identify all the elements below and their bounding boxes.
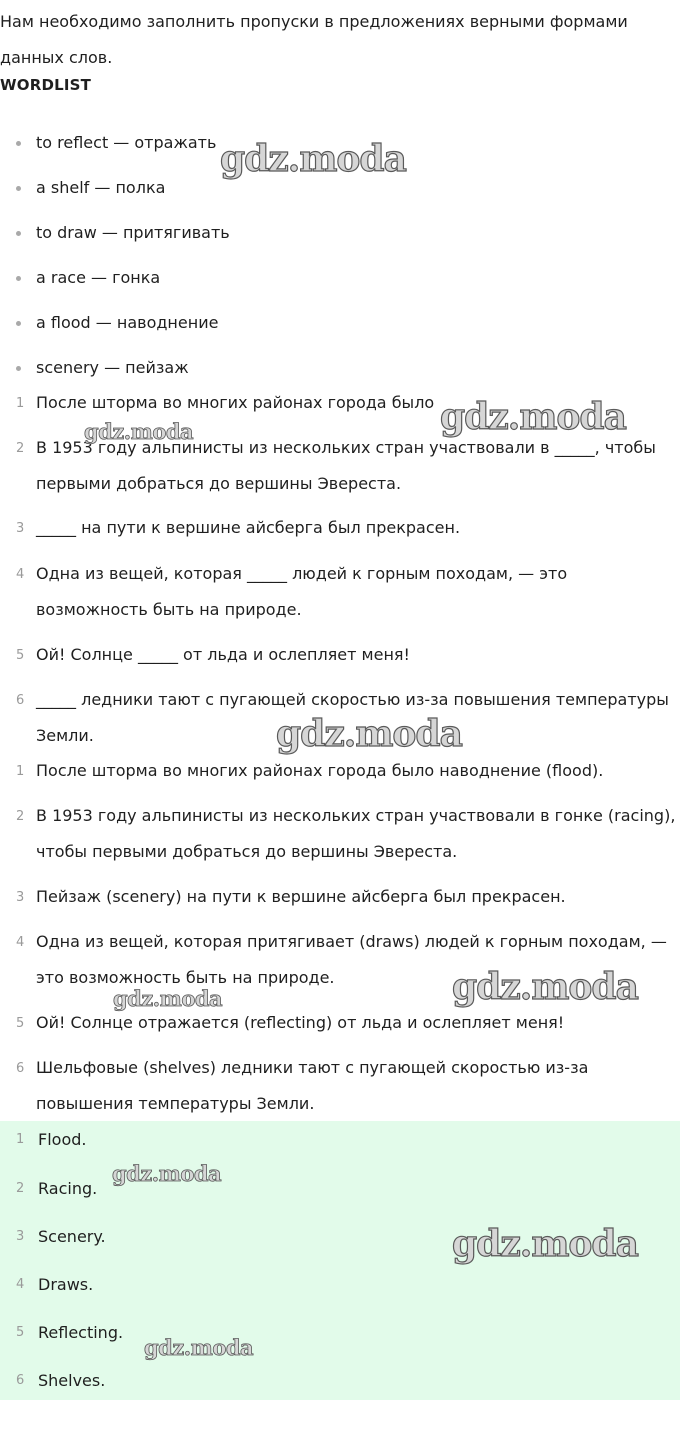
answer-number: 1 (16, 1132, 25, 1147)
answer-number: 5 (16, 1325, 25, 1340)
task-sentence: _____ ледники тают с пугающей скоростью из-за повышения температуры Земли. (36, 690, 669, 745)
task-sentence: Ой! Солнце _____ от льда и ослепляет меня! (36, 645, 410, 664)
answer-number: 2 (16, 1181, 25, 1196)
watermark-logo: gdz.moda (452, 966, 638, 1008)
task-sentence: _____ на пути к вершине айсберга был прекрасен. (36, 518, 461, 537)
answer-text: Reflecting. (38, 1323, 124, 1342)
task-number: 2 (16, 441, 25, 456)
solution-number: 1 (16, 764, 25, 779)
watermark-logo: gdz.moda (440, 396, 626, 438)
bullet-icon (16, 276, 21, 281)
bullet-icon (16, 141, 21, 146)
solution-sentence: Ой! Солнце отражается (reflecting) от льда и ослепляет меня! (36, 1013, 565, 1032)
watermark-logo: gdz.moda (452, 1223, 638, 1265)
task-sentence: В 1953 году альпинисты из нескольких стран участвовали в _____, чтобы первыми добраться до вершины Эвереста. (36, 438, 656, 493)
solution-number: 3 (16, 890, 25, 905)
wordlist-item (36, 356, 189, 380)
answer-number: 6 (16, 1373, 25, 1388)
wordlist-item (36, 311, 218, 335)
wordlist-heading: WORDLIST (0, 76, 92, 94)
task-number: 5 (16, 648, 25, 663)
wordlist-item-text: a flood — наводнение (36, 313, 219, 332)
answer-number: 4 (16, 1277, 25, 1292)
bullet-icon (16, 186, 21, 191)
solution-sentence: После шторма во многих районах города было наводнение (flood). (36, 761, 604, 780)
answer-text: Flood. (38, 1130, 87, 1149)
task-number: 3 (16, 521, 25, 536)
answer-number: 3 (16, 1229, 25, 1244)
solution-number: 6 (16, 1061, 25, 1076)
task-number: 6 (16, 693, 25, 708)
wordlist-item-text: to reflect — отражать (36, 133, 217, 152)
solution-number: 5 (16, 1016, 25, 1031)
solution-sentence: Одна из вещей, которая притягивает (draws) людей к горным походам, — это возможность быть на природе. (36, 932, 667, 987)
wordlist-item (36, 176, 165, 200)
task-sentence: Одна из вещей, которая _____ людей к горным походам, — это возможность быть на природе. (36, 564, 568, 619)
watermark-logo: gdz.moda (84, 419, 194, 444)
wordlist-item-text: scenery — пейзаж (36, 358, 189, 377)
task-sentence: После шторма во многих районах города было (36, 393, 435, 412)
watermark-logo: gdz.moda (144, 1335, 254, 1360)
wordlist-item (36, 131, 216, 155)
wordlist-item-text: a shelf — полка (36, 178, 166, 197)
solution-number: 4 (16, 935, 25, 950)
answer-text: Scenery. (38, 1227, 106, 1246)
wordlist-item-text: a race — гонка (36, 268, 161, 287)
solution-number: 2 (16, 809, 25, 824)
wordlist-item (36, 221, 230, 245)
watermark-logo: gdz.moda (220, 138, 406, 180)
answer-text: Shelves. (38, 1371, 106, 1390)
intro-text: Нам необходимо заполнить пропуски в предложениях верными формами данных слов. (0, 12, 628, 67)
solution-sentence: Пейзаж (scenery) на пути к вершине айсберга был прекрасен. (36, 887, 566, 906)
bullet-icon (16, 231, 21, 236)
answer-text: Racing. (38, 1179, 98, 1198)
task-number: 1 (16, 396, 25, 411)
solution-sentence: В 1953 году альпинисты из нескольких стран участвовали в гонке (racing), чтобы первыми добраться до вершины Эвереста. (36, 806, 676, 861)
wordlist-item-text: to draw — притягивать (36, 223, 230, 242)
watermark-logo: gdz.moda (276, 713, 462, 755)
solution-sentence: Шельфовые (shelves) ледники тают с пугающей скоростью из-за повышения температуры Земли. (36, 1058, 589, 1113)
bullet-icon (16, 366, 21, 371)
task-number: 4 (16, 567, 25, 582)
answer-text: Draws. (38, 1275, 94, 1294)
bullet-icon (16, 321, 21, 326)
watermark-logo: gdz.moda (112, 1161, 222, 1186)
watermark-logo: gdz.moda (113, 986, 223, 1011)
wordlist-item (36, 266, 160, 290)
